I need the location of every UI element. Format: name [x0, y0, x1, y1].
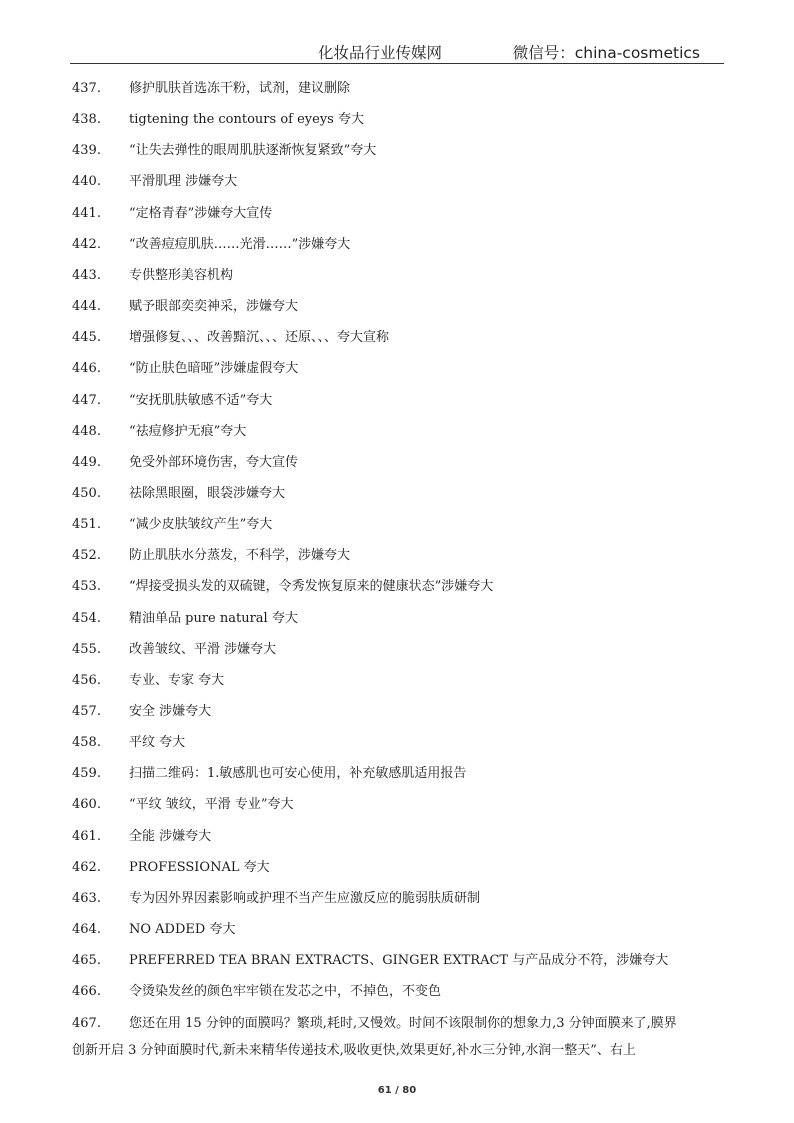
list-item — [0, 981, 794, 1003]
item-text: 平纹 夸大 — [129, 735, 186, 751]
list-item — [0, 452, 794, 474]
wechat-id: 微信号：china-cosmetics — [512, 44, 700, 62]
item-number: 459. — [72, 766, 101, 782]
list-item — [0, 327, 794, 349]
list-item — [0, 421, 794, 443]
item-text: 专供整形美容机构 — [129, 267, 234, 283]
item-number: 440. — [72, 174, 101, 190]
item-number: 454. — [72, 610, 101, 626]
list-item — [0, 109, 794, 131]
item-number: 441. — [72, 205, 101, 221]
item-number: 467. — [72, 1015, 101, 1031]
item-number: 457. — [72, 704, 101, 719]
item-number: 446. — [72, 361, 101, 377]
item-number: 445. — [72, 330, 101, 346]
item-text: 您还在用 15 分钟的面膜吗？繁琐,耗时,又慢效。时间不该限制你的想象力,3 分钟面膜来了,膜界 — [129, 1015, 677, 1031]
item-number: 461. — [72, 828, 101, 844]
list-item — [0, 763, 794, 785]
item-text: 令烫染发丝的颜色牢牢锁在发芯之中，不掉色，不变色 — [129, 984, 442, 1000]
item-text: PROFESSIONAL 夸大 — [129, 859, 270, 875]
item-text: 增强修复、、、改善黯沉、、、还原、、、夸大宣称 — [129, 330, 390, 346]
item-number: 451. — [72, 517, 101, 533]
item-text: 修护肌肤首选冻干粉，试剂，建议删除 — [129, 81, 351, 96]
item-number: 444. — [72, 299, 101, 315]
item-text: 全能 涉嫌夸大 — [129, 828, 212, 844]
list-item — [0, 794, 794, 816]
list-item — [0, 701, 794, 723]
item-number: 465. — [72, 953, 101, 969]
item-number: 438. — [72, 112, 101, 128]
list-item — [0, 826, 794, 848]
item-number: 449. — [72, 454, 101, 470]
item-text: “平纹 皱纹，平滑 专业”夸大 — [129, 797, 294, 813]
item-number: 439. — [72, 143, 101, 159]
item-number: 458. — [72, 735, 101, 751]
item-text: 安全 涉嫌夸大 — [129, 704, 212, 719]
item-text: NO ADDED 夸大 — [129, 922, 236, 938]
list-item — [0, 483, 794, 505]
list-item — [0, 390, 794, 412]
list-item — [0, 358, 794, 380]
item-text: PREFERRED TEA BRAN EXTRACTS、GINGER EXTRACT 与产品成分不符，涉嫌夸大 — [129, 953, 669, 969]
list-item — [0, 950, 794, 972]
site-name: 化妆品行业传媒网 — [318, 44, 443, 62]
list-item — [0, 1013, 794, 1035]
item-number: 442. — [72, 236, 101, 252]
list-item — [0, 78, 794, 100]
list-item — [0, 545, 794, 567]
item-number: 450. — [72, 485, 101, 501]
item-text: “祛痘修护无痕”夸大 — [129, 423, 247, 439]
item-text: 扫描二维码：1.敏感肌也可安心使用，补充敏感肌适用报告 — [129, 766, 467, 782]
item-number: 462. — [72, 859, 101, 875]
page-number: 61 / 80 — [377, 1085, 417, 1096]
item-text: “让失去弹性的眼周肌肤逐渐恢复紧致”夸大 — [129, 143, 377, 159]
list-item — [0, 514, 794, 536]
item-text: “安抚肌肤敏感不适”夸大 — [129, 392, 273, 408]
list-item — [0, 203, 794, 225]
item-number: 453. — [72, 579, 101, 595]
item-text: 免受外部环境伤害，夸大宣传 — [129, 454, 299, 470]
list-item — [0, 265, 794, 287]
item-number: 460. — [72, 797, 101, 813]
item-number: 437. — [72, 81, 101, 96]
entry-continuation: 创新开启 3 分钟面膜时代,新未来精华传递技术,吸收更快,效果更好,补水三分钟,水润一整天”、右上 — [72, 1042, 636, 1058]
item-text: 专业、专家 夸大 — [129, 672, 225, 688]
item-text: 精油单品 pure natural 夸大 — [129, 610, 298, 626]
list-item — [0, 732, 794, 754]
item-number: 466. — [72, 984, 101, 1000]
item-text: 改善皱纹、平滑 涉嫌夸大 — [129, 641, 277, 657]
item-number: 463. — [72, 890, 101, 906]
list-item — [0, 888, 794, 910]
list-item — [0, 296, 794, 318]
item-text: “定格青春”涉嫌夸大宣传 — [129, 205, 273, 221]
item-text: “防止肤色暗哑”涉嫌虚假夸大 — [129, 361, 299, 377]
list-item — [0, 140, 794, 162]
item-text: 专为因外界因素影响或护理不当产生应激反应的脆弱肤质研制 — [129, 890, 481, 906]
item-text: “改善痘痘肌肤……光滑……”涉嫌夸大 — [129, 236, 351, 252]
item-text: 防止肌肤水分蒸发，不科学，涉嫌夸大 — [129, 548, 351, 564]
list-item — [0, 608, 794, 630]
item-number: 448. — [72, 423, 101, 439]
item-number: 443. — [72, 267, 101, 283]
item-text: 赋予眼部奕奕神采，涉嫌夸大 — [129, 299, 299, 315]
list-item — [0, 171, 794, 193]
item-number: 455. — [72, 641, 101, 657]
list-item — [0, 857, 794, 879]
list-item — [0, 919, 794, 941]
list-item — [0, 234, 794, 256]
item-number: 456. — [72, 672, 101, 688]
item-number: 452. — [72, 548, 101, 564]
item-text: “减少皮肤皱纹产生”夸大 — [129, 517, 273, 533]
list-item — [0, 639, 794, 661]
item-text: 平滑肌理 涉嫌夸大 — [129, 174, 238, 190]
item-number: 464. — [72, 922, 101, 938]
item-number: 447. — [72, 392, 101, 408]
item-text: “焊接受损头发的双硫键，令秀发恢复原来的健康状态”涉嫌夸大 — [129, 579, 494, 595]
item-text: tigtening the contours of eyeys 夸大 — [129, 112, 364, 128]
list-item — [0, 576, 794, 598]
item-text: 祛除黑眼圈，眼袋涉嫌夸大 — [129, 485, 286, 501]
page-header — [70, 36, 724, 64]
list-item — [0, 670, 794, 692]
